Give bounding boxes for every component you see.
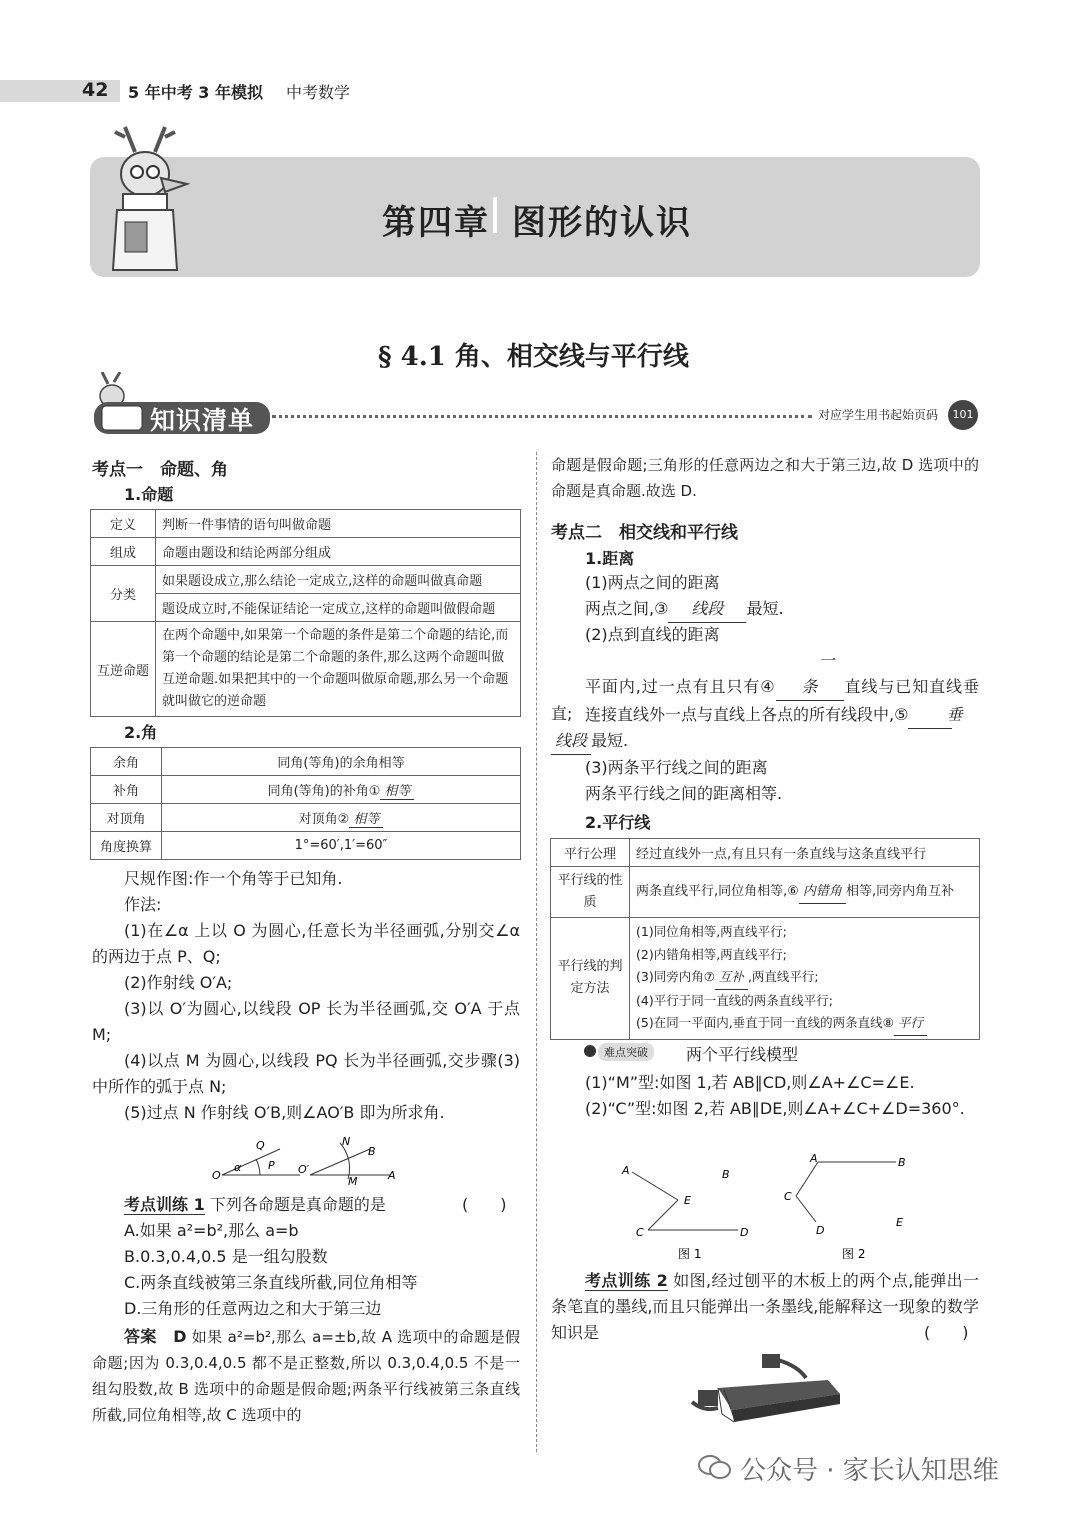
distance-2b-text: 连接直线外一点与直线上各点的所有线段中,⑤	[585, 705, 909, 724]
fig-label-alpha: α	[234, 1161, 242, 1174]
train2-question: 如图,经过刨平的木板上的两个点,能弹出一条笔直的墨线,而且只能弹出一条墨线,能解释这一现象的数学知识是	[551, 1271, 979, 1342]
knowledge-list-title: 知识清单	[150, 406, 255, 435]
proposition-table	[90, 509, 521, 717]
table-cell: 同角(等角)的补角①	[267, 783, 381, 799]
method-label: 作法:	[124, 895, 162, 914]
fig2-c: C	[784, 1190, 792, 1203]
step-4: (4)以点 M 为圆心,以线段 PQ 长为半径画弧,交步骤(3)中所作的弧于点 N;	[92, 1051, 520, 1096]
train1-paren: ( )	[462, 1195, 507, 1214]
fig-label-m: M	[348, 1175, 358, 1185]
answer-4: 一条	[776, 648, 844, 701]
step-3: (3)以 O′为圆心,以线段 OP 长为半径画弧,交 O′A 于点 M;	[92, 999, 520, 1044]
fig1-e: E	[684, 1194, 691, 1207]
answer-5b: 线段	[551, 728, 591, 755]
table-cell: 如果题设成立,那么结论一定成立,这样的命题叫做真命题	[156, 566, 521, 594]
section-title: § 4.1 角、相交线与平行线	[378, 342, 689, 372]
sub-distance: 1.距离	[585, 549, 635, 568]
table-cell-h: 角度换算	[91, 832, 162, 860]
kp1-title: 考点一 命题、角	[92, 460, 228, 480]
train1-title: 考点训练 1	[124, 1195, 205, 1214]
dotted-rule	[272, 415, 812, 418]
fig1-b: B	[722, 1168, 730, 1181]
table-cell: 同角(等角)的余角相等	[162, 748, 521, 776]
angle-construction-figure	[210, 1135, 410, 1185]
answer-7: 互补	[715, 966, 748, 990]
page-number: 42	[82, 79, 109, 101]
answer-3: 线段	[668, 596, 746, 623]
answer-continued: 命题是假命题;三角形的任意两边之和大于第三边,故 D 选项中的命题是真命题.故选 D.	[551, 456, 979, 500]
table-cell: 经过直线外一点,有且只有一条直线与这条直线平行	[630, 839, 980, 867]
distance-3-text: 两条平行线之间的距离相等.	[585, 784, 783, 803]
answer-label: 答案 D	[124, 1327, 187, 1346]
judge-4: (4)平行于同一直线的两条直线平行;	[636, 992, 833, 1008]
fig-label-q: Q	[256, 1139, 265, 1152]
judge-3: (3)同旁内角⑦	[636, 969, 715, 984]
distance-1-text: 两点之间,③	[585, 599, 669, 618]
option-c: C.两条直线被第三条直线所截,同位角相等	[124, 1273, 418, 1292]
option-b: B.0.3,0.4,0.5 是一组勾股数	[124, 1247, 328, 1266]
wechat-icon	[698, 1454, 732, 1480]
train1-line	[124, 1192, 386, 1218]
watermark-text: 公众号 · 家长认知思维	[740, 1456, 999, 1486]
answer-1: 相等	[380, 780, 414, 800]
table-cell-h: 分类	[91, 566, 156, 622]
fig-label-n: N	[342, 1135, 351, 1148]
table-cell: 相等,同旁内角互补	[845, 883, 955, 899]
badge-dot-icon	[584, 1045, 596, 1057]
option-d: D.三角形的任意两边之和大于第三边	[124, 1299, 382, 1318]
table-cell-h: 定义	[91, 510, 156, 538]
sub-proposition: 1.命题	[124, 485, 174, 504]
construct-title: 尺规作图:作一个角等于已知角.	[124, 869, 343, 888]
table-cell-h: 组成	[91, 538, 156, 566]
difficulty-title: 两个平行线模型	[686, 1045, 799, 1064]
fig-label-o: O	[212, 1169, 221, 1182]
fig-label-a: A	[388, 1169, 396, 1182]
fig2-a: A	[810, 1152, 818, 1165]
fig1-caption: 图 1	[678, 1247, 702, 1260]
table-cell: 1°=60′,1′=60″	[162, 832, 521, 860]
angle-table	[90, 747, 521, 860]
table-cell-h: 补角	[91, 776, 162, 804]
step-1: (1)在∠α 上以 O 为圆心,任意长为半径画弧,分别交∠α 的两边于点 P、Q;	[92, 921, 520, 966]
parallel-table	[550, 838, 980, 1040]
step-5: (5)过点 N 作射线 O′B,则∠AO′B 即为所求角.	[124, 1103, 445, 1122]
table-cell: 题设成立时,不能保证结论一定成立,这样的命题叫做假命题	[156, 594, 521, 622]
book-title: 5 年中考 3 年模拟	[128, 83, 263, 102]
fig2-b: B	[898, 1156, 906, 1169]
kp2-title: 考点二 相交线和平行线	[551, 523, 738, 543]
table-cell: 两条直线平行,同位角相等,⑥	[636, 883, 799, 899]
step-2: (2)作射线 O′A;	[124, 973, 233, 992]
table-cell: 对顶角②	[298, 811, 350, 827]
chapter-number: 第四章	[382, 203, 490, 243]
figure-1	[620, 1150, 760, 1260]
distance-2-end: 直线与已知直线垂直;	[551, 677, 979, 723]
judge-1: (1)同位角相等,两直线平行;	[636, 924, 787, 939]
fig-label-p: P	[268, 1159, 275, 1172]
model-c: (2)“C”型:如图 2,若 AB∥DE,则∠A+∠C+∠D=360°.	[585, 1099, 965, 1118]
table-cell-h: 余角	[91, 748, 162, 776]
subject-label: 中考数学	[286, 83, 351, 102]
column-divider	[536, 452, 537, 1452]
answer-8: 平行	[894, 1012, 927, 1036]
deer-mascot-icon	[95, 122, 205, 282]
answer-6: 内错角	[799, 881, 846, 904]
table-cell-h: 平行线的判定方法	[551, 918, 630, 1040]
option-a: A.如果 a²=b²,那么 a=b	[124, 1221, 299, 1240]
table-cell: 在两个命题中,如果第一个命题的条件是第二个命题的结论,而第一个命题的结论是第二个命题的条件,那么这两个命题叫做互逆命题.如果把其中的一个命题叫做原命题,那么另一个命题就叫做它的逆命题	[156, 622, 521, 717]
fig2-e: E	[896, 1216, 903, 1229]
fig2-caption: 图 2	[842, 1247, 866, 1260]
fig-label-b: B	[368, 1145, 376, 1158]
chapter-name: 图形的认识	[512, 203, 692, 243]
distance-2-text: 平面内,过一点有且只有④	[585, 677, 776, 696]
model-m: (1)“M”型:如图 1,若 AB∥CD,则∠A+∠C=∠E.	[585, 1073, 915, 1092]
answer-text: 如果 a²=b²,那么 a=±b,故 A 选项中的命题是假命题;因为 0.3,0.4,0.5 都不是正整数,所以 0.3,0.4,0.5 不是一组勾股数,故 B 选项中的命题是假命题;两条平行线被第三条直线所截,同位角相等,故 C 选项中的	[92, 1328, 520, 1424]
answer-5a: 垂	[908, 702, 952, 729]
fig1-a: A	[622, 1164, 630, 1177]
fig1-d: D	[740, 1226, 749, 1239]
answer-2: 相等	[349, 808, 383, 828]
fig2-d: D	[816, 1224, 825, 1237]
figure-2	[778, 1150, 918, 1260]
judge-3-end: ,两直线平行;	[747, 969, 819, 984]
train1-question: 下列各命题是真命题的是	[209, 1195, 386, 1214]
table-cell-h: 平行公理	[551, 839, 630, 867]
distance-2b-end: 最短.	[591, 731, 629, 750]
fig1-c: C	[636, 1226, 644, 1239]
distance-1: (1)两点之间的距离	[585, 573, 720, 592]
distance-1-end: 最短.	[746, 599, 784, 618]
table-cell: 命题由题设和结论两部分组成	[156, 538, 521, 566]
table-cell-h: 对顶角	[91, 804, 162, 832]
fig-label-o2: O′	[298, 1163, 310, 1176]
wooden-board-illustration	[688, 1348, 848, 1428]
distance-2: (2)点到直线的距离	[585, 625, 720, 644]
reference-page-badge: 101	[948, 400, 978, 430]
table-cell: 判断一件事情的语句叫做命题	[156, 510, 521, 538]
reference-text: 对应学生用书起始页码	[818, 408, 939, 422]
difficulty-badge: 难点突破	[598, 1043, 654, 1061]
sub-parallel: 2.平行线	[585, 813, 651, 832]
judge-5: (5)在同一平面内,垂直于同一直线的两条直线⑧	[636, 1015, 894, 1030]
sub-angle: 2.角	[124, 723, 158, 742]
train2-paren: ( )	[924, 1323, 969, 1342]
chapter-divider	[493, 197, 497, 233]
judge-2: (2)内错角相等,两直线平行;	[636, 946, 787, 962]
table-cell-h: 互逆命题	[91, 622, 156, 717]
train2-title: 考点训练 2	[585, 1271, 668, 1290]
distance-3: (3)两条平行线之间的距离	[585, 758, 768, 777]
table-cell-h: 平行线的性质	[551, 867, 630, 918]
